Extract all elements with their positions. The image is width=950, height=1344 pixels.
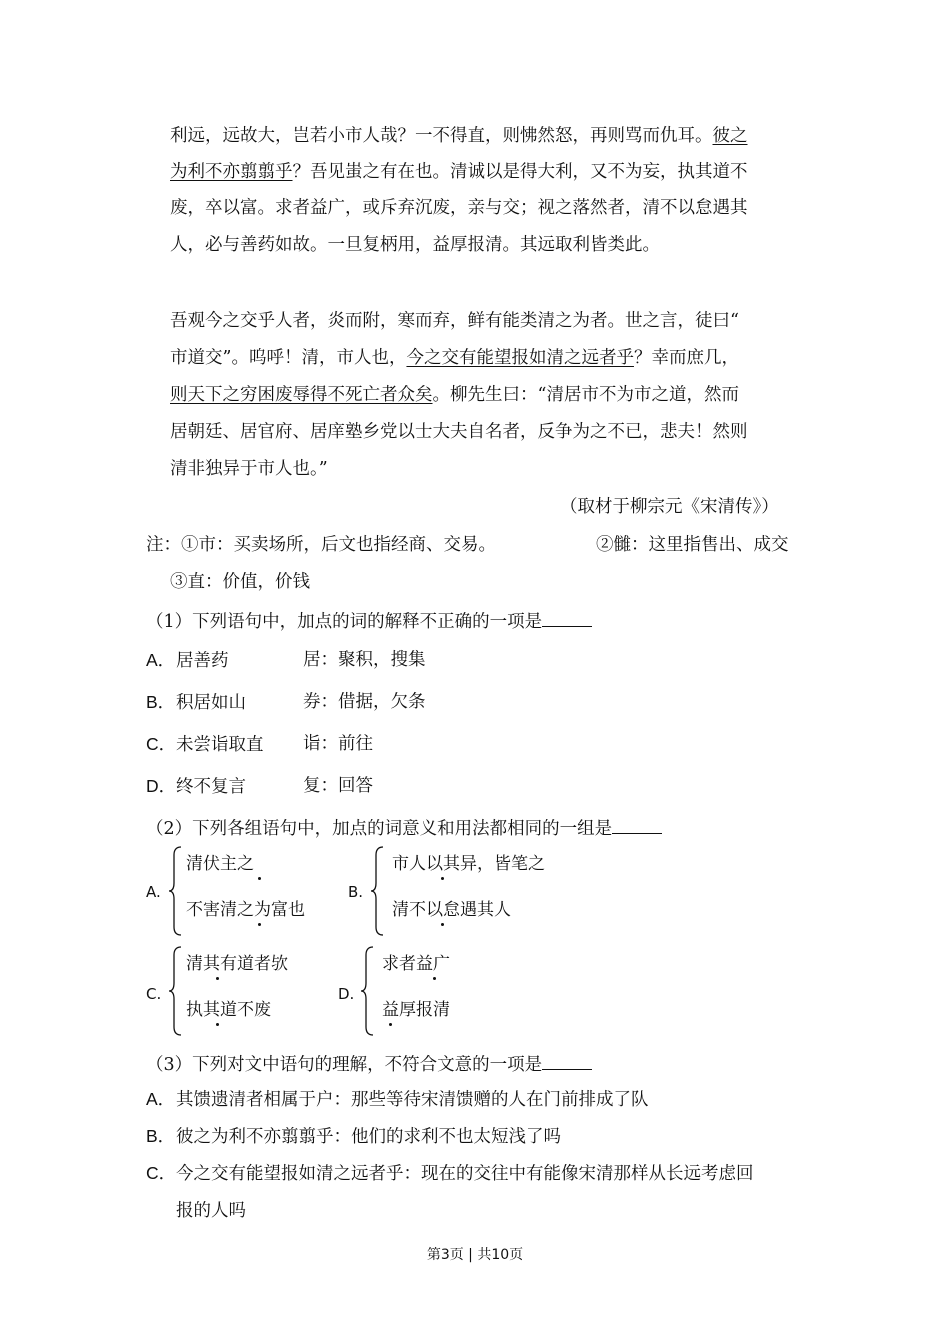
q3-option-c-continued xyxy=(146,1199,246,1223)
group-sentence-bottom: 执其道不废 xyxy=(186,1000,271,1020)
option-label: D. xyxy=(338,985,355,1003)
q1-option-c[interactable] xyxy=(146,732,264,757)
q1-option-c-gloss: 诣：前往 xyxy=(303,734,373,754)
option-text: 终不复言 xyxy=(176,777,246,797)
option-label: C. xyxy=(146,985,162,1003)
option-label: A. xyxy=(146,883,161,901)
q2-option-d[interactable] xyxy=(338,945,538,1037)
answer-blank[interactable] xyxy=(612,815,662,834)
group-sentence-top: 清伏主之 xyxy=(186,854,254,874)
q1-option-a[interactable] xyxy=(146,648,229,673)
passage-line: 吾观今之交乎人者，炎而附，寒而弃，鲜有能类清之为者。世之言，徒曰“ xyxy=(170,311,739,331)
group-sentence-top: 清其有道者欤 xyxy=(186,954,288,974)
q1-option-b[interactable] xyxy=(146,690,246,715)
brace-icon xyxy=(370,845,386,937)
option-label: B. xyxy=(348,883,364,901)
page-footer: 第3页 | 共10页 xyxy=(426,1247,524,1263)
q3-option-c[interactable] xyxy=(146,1161,754,1186)
q1-option-a-gloss: 居：聚积，搜集 xyxy=(303,650,426,670)
emphasis-dot xyxy=(258,923,261,926)
q2-option-b[interactable] xyxy=(348,845,588,937)
option-text: 报的人吗 xyxy=(176,1201,246,1221)
emphasis-dot xyxy=(216,977,219,980)
underlined-sentence: 为利不亦翦翦乎 xyxy=(170,162,293,182)
source-citation: （取材于柳宗元《宋清传》） xyxy=(560,497,779,517)
answer-blank[interactable] xyxy=(542,1051,592,1070)
underlined-sentence: 今之交有能望报如清之远者乎 xyxy=(406,348,634,368)
emphasis-dot xyxy=(433,977,436,980)
passage-line: 废，卒以富。求者益广，或斥弃沉废，亲与交；视之落然者，清不以怠遇其 xyxy=(170,198,748,218)
note-line: ②雠：这里指售出、成交 xyxy=(596,535,789,555)
option-label: D． xyxy=(146,776,177,796)
question-2-stem xyxy=(146,815,662,841)
underlined-sentence: 彼之 xyxy=(712,126,748,146)
note-line: 注：①市：买卖场所，后文也指经商、交易。 xyxy=(146,535,496,555)
emphasis-dot xyxy=(258,877,261,880)
option-text: 未尝诣取直 xyxy=(176,735,264,755)
passage-line: 居朝廷、居官府、居庠塾乡党以士大夫自名者，反争为之不已，悲夫！然则 xyxy=(170,422,748,442)
note-line: ③直：价值，价钱 xyxy=(170,572,310,592)
group-sentence-top: 市人以其异，皆笔之 xyxy=(392,854,545,874)
brace-icon xyxy=(360,945,376,1037)
q3-option-a[interactable] xyxy=(146,1087,649,1112)
q1-option-d[interactable] xyxy=(146,774,246,799)
passage-text: ？幸而庶几， xyxy=(633,348,739,368)
emphasis-dot xyxy=(389,1023,392,1026)
option-text: 其馈遗清者相属于户：那些等待宋清馈赠的人在门前排成了队 xyxy=(176,1090,649,1110)
question-1-stem xyxy=(146,608,592,634)
brace-icon xyxy=(168,945,184,1037)
passage-line: 清非独异于市人也。” xyxy=(170,459,328,479)
option-label: C． xyxy=(146,734,177,754)
option-label: C． xyxy=(146,1163,177,1183)
passage-text: 市道交”。呜呼！清，市人也， xyxy=(170,348,407,368)
question-3-stem xyxy=(146,1051,592,1077)
q1-option-d-gloss: 复：回答 xyxy=(303,776,373,796)
option-label: B． xyxy=(146,692,176,712)
option-text: 居善药 xyxy=(176,651,229,671)
underlined-sentence: 则天下之穷困废辱得不死亡者众矣 xyxy=(170,385,433,405)
question-stem-text: （1）下列语句中，加点的词的解释不正确的一项是 xyxy=(146,612,543,632)
group-sentence-top: 求者益广 xyxy=(382,954,450,974)
q2-option-c[interactable] xyxy=(146,945,346,1037)
passage-line: 人，必与善药如故。一旦复柄用，益厚报清。其远取利皆类此。 xyxy=(170,235,660,255)
option-text: 今之交有能望报如清之远者乎：现在的交往中有能像宋清那样从长远考虑回 xyxy=(176,1164,754,1184)
answer-blank[interactable] xyxy=(542,608,592,627)
passage-line xyxy=(170,346,739,370)
option-label: B． xyxy=(146,1126,176,1146)
option-text: 彼之为利不亦翦翦乎：他们的求利不也太短浅了吗 xyxy=(176,1127,561,1147)
group-sentence-bottom: 清不以怠遇其人 xyxy=(392,900,511,920)
passage-text: 利远，远故大，岂若小市人哉？一不得直，则怫然怒，再则骂而仇耳。 xyxy=(170,126,713,146)
emphasis-dot xyxy=(441,923,444,926)
q2-option-a[interactable] xyxy=(146,845,346,937)
option-label: A． xyxy=(146,650,176,670)
passage-line xyxy=(170,160,748,184)
emphasis-dot xyxy=(441,877,444,880)
q3-option-b[interactable] xyxy=(146,1124,561,1149)
passage-line xyxy=(170,383,739,407)
group-sentence-bottom: 不害清之为富也 xyxy=(186,900,305,920)
option-text: 积居如山 xyxy=(176,693,246,713)
passage-text: ？吾见蚩之有在也。清诚以是得大利，又不为妄，执其道不 xyxy=(292,162,748,182)
question-stem-text: （3）下列对文中语句的理解，不符合文意的一项是 xyxy=(146,1055,543,1075)
brace-icon xyxy=(168,845,184,937)
passage-text: 。柳先生曰：“清居市不为市之道，然而 xyxy=(432,385,739,405)
group-sentence-bottom: 益厚报清 xyxy=(382,1000,450,1020)
question-stem-text: （2）下列各组语句中，加点的词意义和用法都相同的一组是 xyxy=(146,819,613,839)
q1-option-b-gloss: 券：借据，欠条 xyxy=(303,692,426,712)
emphasis-dot xyxy=(216,1023,219,1026)
option-label: A． xyxy=(146,1089,176,1109)
passage-line xyxy=(170,124,748,148)
